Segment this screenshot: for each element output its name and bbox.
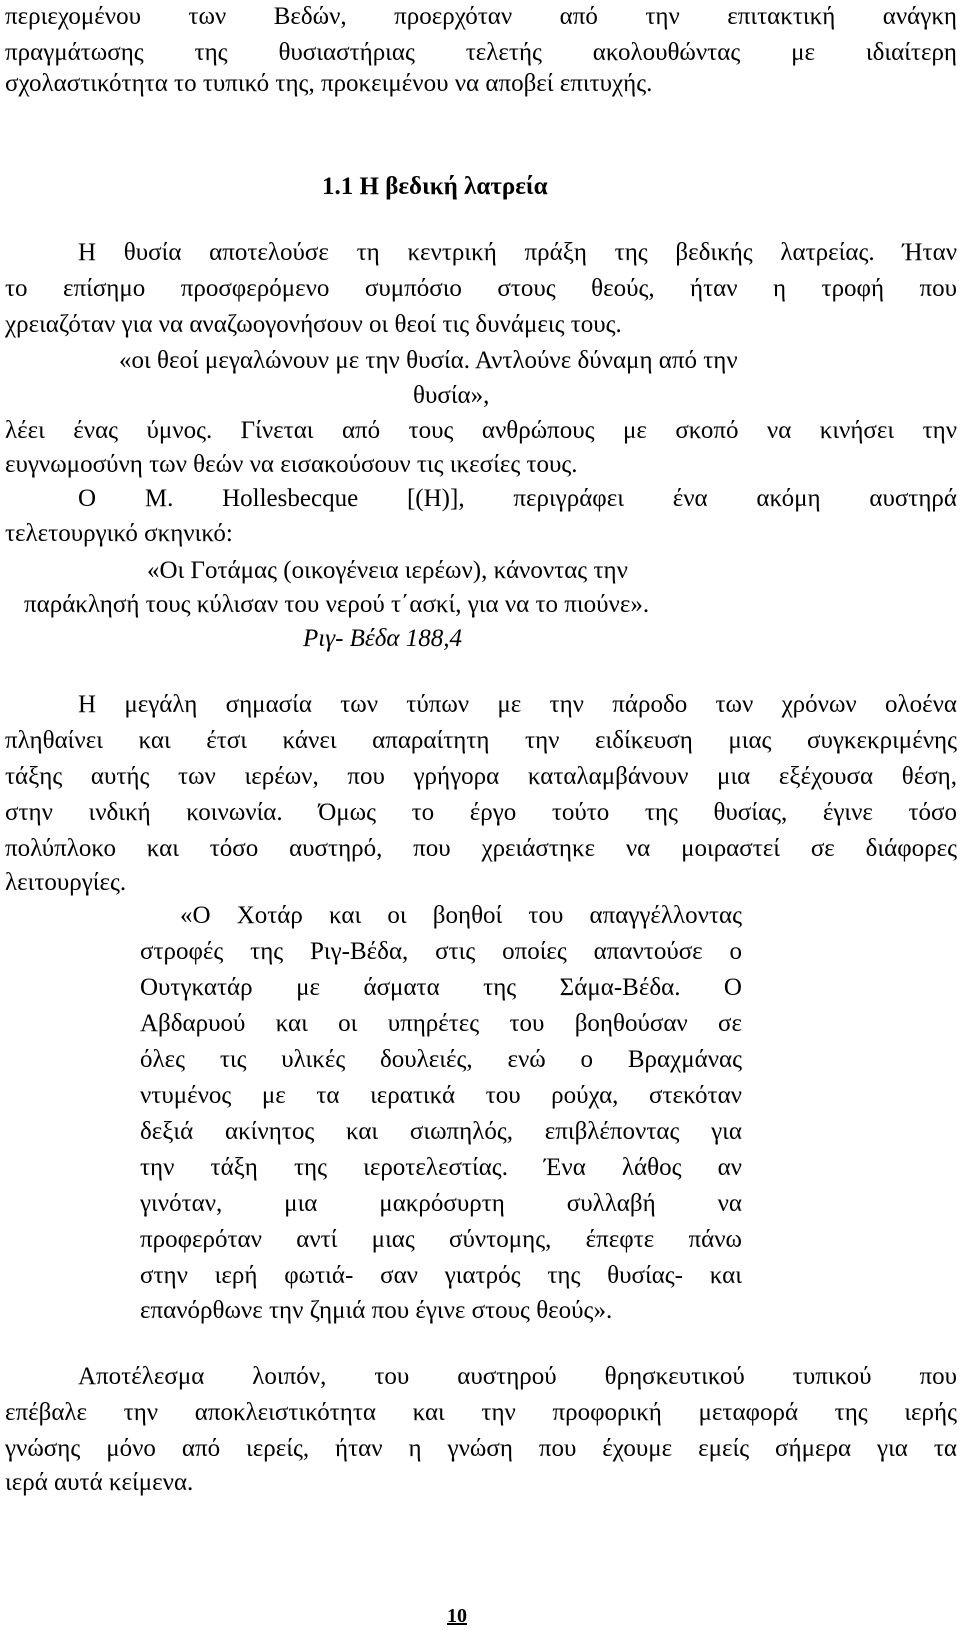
quote-line: στροφές της Ριγ-Βέδα, στις οποίες απαντούσε ο <box>140 938 742 965</box>
quote-line: ντυμένος με τα ιερατικά του ρούχα, στεκόταν <box>140 1082 742 1109</box>
page-number: 10 <box>447 1605 467 1627</box>
text-line: Η μεγάλη σημασία των τύπων με την πάροδο των χρόνων ολοένα <box>78 691 957 718</box>
quote-source: Ριγ- Βέδα 188,4 <box>303 625 463 652</box>
quote-line: παράκλησή τους κύλισαν του νερού τ΄ασκί, για να το πιούνε». <box>24 591 650 618</box>
text-line: λέει ένας ύμνος. Γίνεται από τους ανθρώπους με σκοπό να κινήσει την <box>5 417 957 444</box>
text-line: Ο Μ. Hollesbecque [(H)], περιγράφει ένα ακόμη αυστηρά <box>78 485 957 512</box>
text-line: τελετουργικό σκηνικό: <box>5 520 233 547</box>
quote-line: γινόταν, μια μακρόσυρτη συλλαβή να <box>140 1190 742 1217</box>
text-line: χρειαζόταν για να αναζωογονήσουν οι θεοί τις δυνάμεις τους. <box>5 311 622 338</box>
quote-line: προφερόταν αντί μιας σύντομης, έπεφτε πάνω <box>140 1226 742 1253</box>
quote-line: Αβδαρυού και οι υπηρέτες του βοηθούσαν σε <box>140 1010 742 1037</box>
quote-line: θυσία», <box>413 382 490 409</box>
text-line: Αποτέλεσμα λοιπόν, του αυστηρού θρησκευτικού τυπικού που <box>78 1363 957 1390</box>
text-line: το επίσημο προσφερόμενο συμπόσιο στους θεούς, ήταν η τροφή που <box>5 275 957 302</box>
quote-line: «οι θεοί μεγαλώνουν με την θυσία. Αντλούνε δύναμη από την <box>119 347 738 374</box>
quote-line: Ουτγκατάρ με άσματα της Σάμα-Βέδα. Ο <box>140 974 742 1001</box>
text-line: Η θυσία αποτελούσε τη κεντρική πράξη της βεδικής λατρείας. Ήταν <box>78 239 957 266</box>
text-line: πραγμάτωσης της θυσιαστήριας τελετής ακολουθώντας με ιδιαίτερη <box>5 39 957 66</box>
text-line: σχολαστικότητα το τυπικό της, προκειμένου να αποβεί επιτυχής. <box>5 70 653 97</box>
quote-line: στην ιερή φωτιά- σαν γιατρός της θυσίας- και <box>140 1262 742 1289</box>
quote-line: επανόρθωνε την ζημιά που έγινε στους θεούς». <box>140 1297 613 1324</box>
text-line: στην ινδική κοινωνία. Όμως το έργο τούτο της θυσίας, έγινε τόσο <box>5 799 957 826</box>
text-line: πληθαίνει και έτσι κάνει απαραίτητη την ειδίκευση μιας συγκεκριμένης <box>5 727 957 754</box>
text-line: ευγνωμοσύνη των θεών να εισακούσουν τις ικεσίες τους. <box>5 451 578 478</box>
text-line: τάξης αυτής των ιερέων, που γρήγορα καταλαμβάνουν μια εξέχουσα θέση, <box>5 763 957 790</box>
text-line: επέβαλε την αποκλειστικότητα και την προφορική μεταφορά της ιερής <box>5 1399 957 1426</box>
text-line: πολύπλοκο και τόσο αυστηρό, που χρειάστηκε να μοιραστεί σε διάφορες <box>5 835 957 862</box>
quote-line: «Ο Χοτάρ και οι βοηθοί του απαγγέλλοντας <box>180 902 742 929</box>
quote-line: δεξιά ακίνητος και σιωπηλός, επιβλέποντας για <box>140 1118 742 1145</box>
quote-line: όλες τις υλικές δουλειές, ενώ ο Βραχμάνας <box>140 1046 742 1073</box>
text-line: λειτουργίες. <box>5 869 127 896</box>
text-line: περιεχομένου των Βεδών, προερχόταν από την επιτακτική ανάγκη <box>5 3 957 30</box>
text-line: ιερά αυτά κείμενα. <box>5 1469 194 1496</box>
text-line: γνώσης μόνο από ιερείς, ήταν η γνώση που έχουμε εμείς σήμερα για τα <box>5 1435 957 1462</box>
section-heading: 1.1 Η βεδική λατρεία <box>322 173 548 200</box>
quote-line: «Οι Γοτάμας (οικογένεια ιερέων), κάνοντας την <box>147 557 628 584</box>
quote-line: την τάξη της ιεροτελεστίας. Ένα λάθος αν <box>140 1154 742 1181</box>
